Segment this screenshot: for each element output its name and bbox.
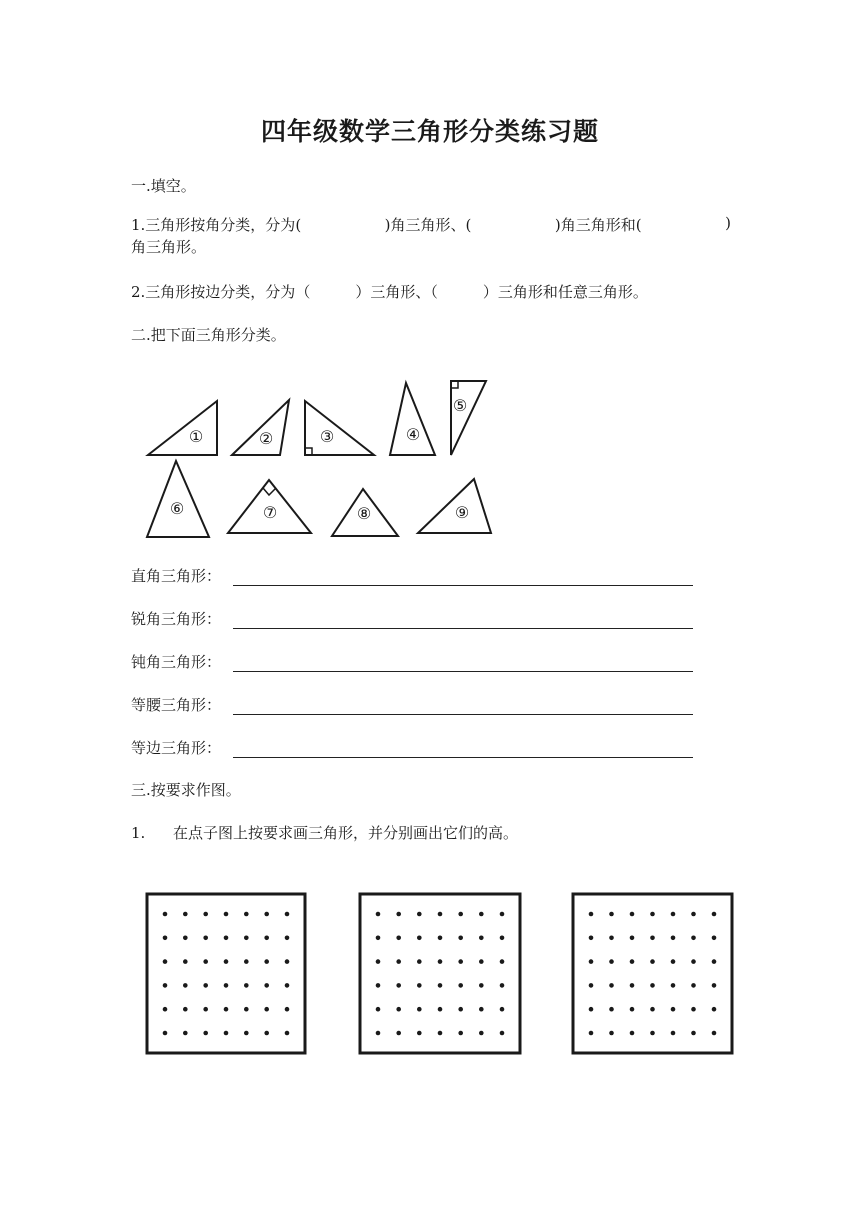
grid-dot xyxy=(376,983,381,988)
grid-dot xyxy=(285,959,290,964)
grid-dot xyxy=(691,983,696,988)
section-1-heading: 一.填空。 xyxy=(131,177,196,195)
grid-dot xyxy=(479,1031,484,1036)
grid-dot xyxy=(438,959,443,964)
grid-dot xyxy=(244,983,249,988)
triangle-label-9: ⑨ xyxy=(454,503,470,522)
grid-dot xyxy=(183,912,188,917)
grid-dot xyxy=(479,936,484,941)
grid-dot xyxy=(396,936,401,941)
grid-dot xyxy=(285,983,290,988)
grid-dot xyxy=(224,959,229,964)
grid-dot xyxy=(396,983,401,988)
dot-grid-3[interactable] xyxy=(573,894,732,1053)
dot-grid-border xyxy=(147,894,305,1053)
category-isosceles-triangle xyxy=(131,694,693,715)
grid-dot xyxy=(650,912,655,917)
triangle-4 xyxy=(390,383,435,455)
grid-dot xyxy=(183,959,188,964)
triangle-label-8: ⑧ xyxy=(356,504,372,523)
grid-dot xyxy=(163,1007,168,1012)
grid-dot xyxy=(285,1007,290,1012)
grid-dot xyxy=(438,983,443,988)
grid-dot xyxy=(264,912,269,917)
grid-dot xyxy=(712,1031,717,1036)
grid-dot xyxy=(712,1007,717,1012)
grid-dot xyxy=(609,936,614,941)
grid-dot xyxy=(417,1007,422,1012)
grid-dot xyxy=(417,983,422,988)
grid-dot xyxy=(609,983,614,988)
right-angle-mark-3 xyxy=(305,448,312,455)
grid-dot xyxy=(203,1031,208,1036)
answer-blank[interactable] xyxy=(233,696,693,715)
grid-dot xyxy=(203,936,208,941)
grid-dot xyxy=(417,1031,422,1036)
triangle-label-4: ④ xyxy=(405,425,421,444)
grid-dot xyxy=(244,1031,249,1036)
grid-dot xyxy=(264,983,269,988)
grid-dot xyxy=(438,1031,443,1036)
grid-dot xyxy=(264,936,269,941)
grid-dot xyxy=(376,1031,381,1036)
grid-dot xyxy=(285,936,290,941)
grid-dot xyxy=(264,959,269,964)
grid-dot xyxy=(479,912,484,917)
grid-dot xyxy=(376,959,381,964)
grid-dot xyxy=(630,1007,635,1012)
dot-grid-border xyxy=(360,894,520,1053)
grid-dot xyxy=(630,912,635,917)
triangle-label-7: ⑦ xyxy=(262,503,278,522)
answer-blank[interactable] xyxy=(233,610,693,629)
triangle-5 xyxy=(451,381,486,455)
grid-dot xyxy=(183,936,188,941)
section-2-heading: 二.把下面三角形分类。 xyxy=(131,326,286,344)
grid-dot xyxy=(609,1031,614,1036)
grid-dot xyxy=(203,983,208,988)
answer-blank[interactable] xyxy=(233,567,693,586)
grid-dot xyxy=(458,959,463,964)
grid-dot xyxy=(183,1031,188,1036)
category-equilateral-triangle xyxy=(131,737,693,758)
dot-grid-1[interactable] xyxy=(147,894,305,1053)
grid-dot xyxy=(396,959,401,964)
triangle-label-1: ① xyxy=(188,427,204,446)
dot-grid-2[interactable] xyxy=(360,894,520,1053)
grid-dot xyxy=(479,959,484,964)
grid-dot xyxy=(203,912,208,917)
grid-dot xyxy=(203,1007,208,1012)
grid-dot xyxy=(691,959,696,964)
grid-dot xyxy=(630,1031,635,1036)
section-3-heading: 三.按要求作图。 xyxy=(131,781,241,799)
grid-dot xyxy=(500,936,505,941)
grid-dot xyxy=(609,912,614,917)
grid-dot xyxy=(244,1007,249,1012)
grid-dot xyxy=(691,1007,696,1012)
grid-dot xyxy=(479,1007,484,1012)
grid-dot xyxy=(285,912,290,917)
category-label: 直角三角形： xyxy=(131,567,222,585)
grid-dot xyxy=(609,959,614,964)
grid-dot xyxy=(589,959,594,964)
grid-dot xyxy=(244,959,249,964)
category-label: 等腰三角形： xyxy=(131,696,222,714)
grid-dot xyxy=(163,959,168,964)
grid-dot xyxy=(589,936,594,941)
grid-dot xyxy=(396,912,401,917)
question-text: 在点子图上按要求画三角形，并分别画出它们的高。 xyxy=(173,824,519,842)
grid-dot xyxy=(691,936,696,941)
grid-dot xyxy=(163,983,168,988)
grid-dot xyxy=(671,959,676,964)
triangle-3 xyxy=(305,401,374,455)
grid-dot xyxy=(163,1031,168,1036)
grid-dot xyxy=(458,1031,463,1036)
grid-dot xyxy=(224,1007,229,1012)
grid-dot xyxy=(264,1007,269,1012)
grid-dot xyxy=(671,1031,676,1036)
grid-dot xyxy=(671,1007,676,1012)
triangle-label-2: ② xyxy=(258,429,274,448)
grid-dot xyxy=(163,936,168,941)
grid-dot xyxy=(224,983,229,988)
grid-dot xyxy=(589,983,594,988)
right-angle-mark-7 xyxy=(263,488,276,495)
dot-grid-border xyxy=(573,894,732,1053)
grid-dot xyxy=(376,936,381,941)
grid-dot xyxy=(417,959,422,964)
grid-dot xyxy=(671,983,676,988)
grid-dot xyxy=(458,936,463,941)
grid-dot xyxy=(458,912,463,917)
grid-dot xyxy=(589,1031,594,1036)
question-1-continuation: 角三角形。 xyxy=(131,238,207,256)
question-1-part-1: 1.三角形按角分类，分为( xyxy=(131,216,302,234)
grid-dot xyxy=(712,912,717,917)
grid-dot xyxy=(691,912,696,917)
grid-dot xyxy=(417,912,422,917)
grid-dot xyxy=(163,912,168,917)
grid-dot xyxy=(224,936,229,941)
right-angle-mark-5 xyxy=(451,381,458,388)
grid-dot xyxy=(630,983,635,988)
grid-dot xyxy=(650,959,655,964)
grid-dot xyxy=(183,1007,188,1012)
triangle-1 xyxy=(148,401,217,455)
grid-dot xyxy=(479,983,484,988)
grid-dot xyxy=(224,912,229,917)
grid-dot xyxy=(500,1007,505,1012)
grid-dot xyxy=(458,1007,463,1012)
grid-dot xyxy=(417,936,422,941)
grid-dot xyxy=(285,1031,290,1036)
grid-dot xyxy=(650,936,655,941)
section-3-question-1 xyxy=(131,822,518,843)
grid-dot xyxy=(376,1007,381,1012)
grid-dot xyxy=(396,1031,401,1036)
grid-dot xyxy=(500,959,505,964)
grid-dot xyxy=(244,936,249,941)
category-right-triangle xyxy=(131,565,693,586)
grid-dot xyxy=(650,1007,655,1012)
grid-dot xyxy=(224,1031,229,1036)
grid-dot xyxy=(589,912,594,917)
category-label: 等边三角形： xyxy=(131,739,222,757)
triangle-figure xyxy=(0,0,860,560)
grid-dot xyxy=(609,1007,614,1012)
grid-dot xyxy=(671,936,676,941)
question-1-part-3: )角三角形和( xyxy=(554,216,642,234)
grid-dot xyxy=(691,1031,696,1036)
grid-dot xyxy=(500,983,505,988)
category-obtuse-triangle xyxy=(131,651,693,672)
question-1-part-2: )角三角形、( xyxy=(384,216,472,234)
grid-dot xyxy=(712,959,717,964)
grid-dot xyxy=(396,1007,401,1012)
grid-dot xyxy=(671,912,676,917)
page-title: 四年级数学三角形分类练习题 xyxy=(260,117,599,146)
grid-dot xyxy=(712,983,717,988)
grid-dot xyxy=(458,983,463,988)
category-label: 钝角三角形： xyxy=(131,653,222,671)
grid-dot xyxy=(244,912,249,917)
grid-dot xyxy=(203,959,208,964)
grid-dot xyxy=(183,983,188,988)
grid-dot xyxy=(650,1031,655,1036)
grid-dot xyxy=(438,912,443,917)
question-2: 2.三角形按边分类，分为（ ）三角形、（ ）三角形和任意三角形。 xyxy=(131,283,648,301)
grid-dot xyxy=(438,936,443,941)
question-number: 1. xyxy=(131,824,146,842)
grid-dot xyxy=(500,1031,505,1036)
answer-blank[interactable] xyxy=(233,653,693,672)
answer-blank[interactable] xyxy=(233,739,693,758)
grid-dot xyxy=(264,1031,269,1036)
grid-dot xyxy=(712,936,717,941)
grid-dot xyxy=(500,912,505,917)
triangle-label-6: ⑥ xyxy=(169,499,185,518)
category-acute-triangle xyxy=(131,608,693,629)
dot-grid-figure xyxy=(0,870,860,1130)
category-label: 锐角三角形： xyxy=(131,610,222,628)
triangle-label-3: ③ xyxy=(319,427,335,446)
grid-dot xyxy=(630,959,635,964)
triangle-label-5: ⑤ xyxy=(452,396,468,415)
grid-dot xyxy=(438,1007,443,1012)
grid-dot xyxy=(376,912,381,917)
grid-dot xyxy=(630,936,635,941)
question-1-part-4: ) xyxy=(725,214,731,232)
grid-dot xyxy=(589,1007,594,1012)
grid-dot xyxy=(650,983,655,988)
